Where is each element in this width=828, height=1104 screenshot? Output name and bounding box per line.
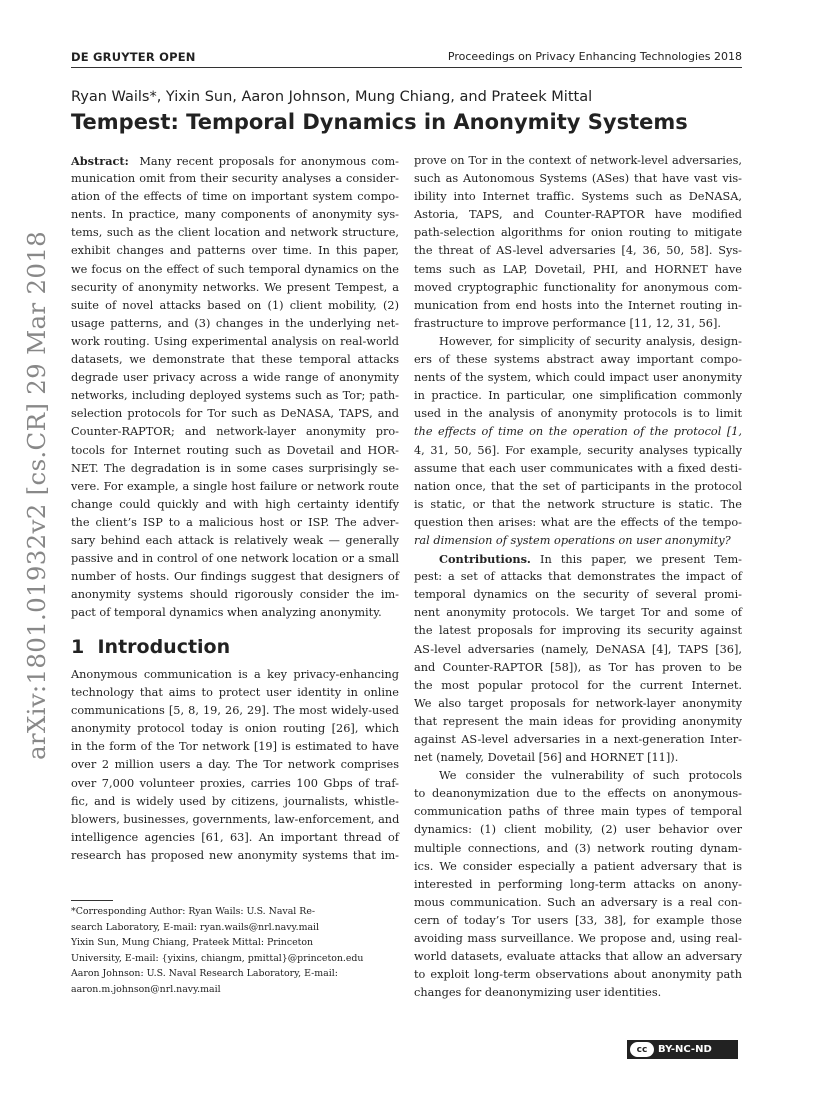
abstract-line: networks, including deployed systems such as Tor; path- <box>71 389 399 403</box>
body-line: question then arises: what are the effects of the tempo- <box>414 515 742 529</box>
footnote-line: University, E-mail: {yixins, chiangm, pmittal}@princeton.edu <box>71 952 364 964</box>
body-line: ics. We consider especially a patient adversary that is <box>414 859 742 873</box>
body-line: the effects of time on the operation of the protocol [1, <box>414 425 742 439</box>
abstract <box>71 152 399 622</box>
body-line: nation once, that the set of participants in the protocol <box>414 479 742 493</box>
abstract-line: selection protocols for Tor such as DeNASA, TAPS, and <box>71 407 399 421</box>
intro-line: over 7,000 volunteer proxies, carries 100 Gbps of traf- <box>71 776 399 790</box>
footnote-line: Aaron Johnson: U.S. Naval Research Laboratory, E-mail: <box>71 968 338 980</box>
body-line: ibility into Internet traffic. Systems such as DeNASA, <box>414 190 742 204</box>
contributions-line: Contributions. In this paper, we present Tem- <box>439 552 742 567</box>
body-line: and Counter-RAPTOR [58]), as Tor has proven to be <box>414 660 742 674</box>
body-line: mous communication. Such an adversary is a real con- <box>414 895 742 909</box>
body-line: avoiding mass surveillance. We propose and, using real- <box>414 932 742 946</box>
body-line: AS-level adversaries (namely, DeNASA [4], TAPS [36], <box>414 642 742 656</box>
body-line: world datasets, evaluate attacks that allow an adversary <box>414 950 742 964</box>
body-line: ers of these systems abstract away important compo- <box>414 353 742 367</box>
body-line: moved cryptographic functionality for anonymous com- <box>414 280 742 294</box>
intro-line: fic, and is widely used by citizens, journalists, whistle- <box>71 794 399 808</box>
body-line: multiple connections, and (3) network routing dynam- <box>414 841 742 855</box>
section-heading <box>71 636 230 658</box>
author-footnotes <box>71 904 401 998</box>
abstract-line: munication omit from their security analyses a consider- <box>71 172 399 186</box>
body-line: 4, 31, 50, 56]. For example, security analyses typically <box>414 443 742 457</box>
contributions-label: Contributions. <box>439 552 531 567</box>
publisher-name: DE GRUYTER OPEN <box>71 50 196 64</box>
body-line: communication paths of three main types of temporal <box>414 805 742 819</box>
body-line: is static, or that the network structure is static. The <box>414 497 742 511</box>
body-line: cern of today’s Tor users [33, 38], for example those <box>414 913 742 927</box>
intro-line: over 2 million users a day. The Tor network comprises <box>71 758 399 772</box>
license-badge[interactable] <box>627 1040 738 1059</box>
abstract-line: change could quickly and with high certainty identify <box>71 497 399 511</box>
abstract-line: datasets, we demonstrate that these temporal attacks <box>71 353 399 367</box>
intro-line: anonymity protocol today is onion routing [26], which <box>71 722 399 736</box>
abstract-label: Abstract: <box>71 154 129 168</box>
intro-line: communications [5, 8, 19, 26, 29]. The most widely-used <box>71 704 399 718</box>
abstract-line: passive and in control of one network location or a small <box>71 552 399 566</box>
intro-continued <box>414 152 742 1002</box>
intro-line: intelligence agencies [61, 63]. An important thread of <box>71 830 399 844</box>
section-number: 1 <box>71 636 85 658</box>
abstract-line: ation of the effects of time on important system compo- <box>71 190 399 204</box>
section-title: Introduction <box>97 636 231 658</box>
footnote-line: search Laboratory, E-mail: ryan.wails@nrl.navy.mail <box>71 921 320 933</box>
intro-line: technology that aims to protect user identity in online <box>71 686 399 700</box>
abstract-line: tems, such as the client location and network structure, <box>71 226 399 240</box>
abstract-line: tocols for Internet routing such as Dovetail and HOR- <box>71 443 399 457</box>
body-line: against AS-level adversaries in a next-generation Inter- <box>414 733 742 746</box>
abstract-line: security of anonymity networks. We present Tempest, a <box>71 280 399 294</box>
body-line: path-selection algorithms for onion routing to mitigate <box>414 226 742 240</box>
body-line: pest: a set of attacks that demonstrates the impact of <box>414 570 742 584</box>
body-line: Astoria, TAPS, and Counter-RAPTOR have modified <box>414 208 742 222</box>
body-line: dynamics: (1) client mobility, (2) user behavior over <box>414 823 742 837</box>
body-line: net (namely, Dovetail [56] and HORNET [11]). <box>414 751 679 765</box>
abstract-line: we focus on the effect of such temporal dynamics on the <box>71 262 399 276</box>
body-line: such as Autonomous Systems (ASes) that have vast vis- <box>414 172 742 186</box>
abstract-line: the client’s ISP to a malicious host or ISP. The adver- <box>71 515 399 529</box>
intro-line: in the form of the Tor network [19] is estimated to have <box>71 740 399 754</box>
footnote-divider <box>71 900 113 901</box>
intro-line: blowers, businesses, governments, law-enforcement, and <box>71 812 400 826</box>
intro-line: Anonymous communication is a key privacy-enhancing <box>71 668 399 681</box>
footnote-line: *Corresponding Author: Ryan Wails: U.S. Naval Re- <box>71 906 316 917</box>
abstract-line: pact of temporal dynamics when analyzing anonymity. <box>71 606 382 620</box>
abstract-line: Counter-RAPTOR; and network-layer anonymity pro- <box>71 425 399 439</box>
body-line: to exploit long-term observations about anonymity path <box>414 968 742 982</box>
arxiv-stamp: arXiv:1801.01932v2 [cs.CR] 29 Mar 2018 <box>22 230 51 760</box>
body-line: nent anonymity protocols. We target Tor and some of <box>414 606 742 620</box>
paper-title: Tempest: Temporal Dynamics in Anonymity Systems <box>71 110 688 134</box>
body-line: that represent the main ideas for providing anonymity <box>414 714 742 728</box>
intro-line: research has proposed new anonymity systems that im- <box>71 848 399 862</box>
abstract-line: nents. In practice, many components of anonymity sys- <box>71 208 399 222</box>
header-divider <box>71 67 742 68</box>
abstract-line: anonymity systems should rigorously consider the im- <box>71 588 399 602</box>
footnote-line: aaron.m.johnson@nrl.navy.mail <box>71 983 221 995</box>
abstract-line: suite of novel attacks based on (1) client mobility, (2) <box>71 298 399 312</box>
body-line: We also target proposals for network-layer anonymity <box>414 696 742 710</box>
body-line: the threat of AS-level adversaries [4, 36, 50, 58]. Sys- <box>414 244 742 258</box>
abstract-line-0: Abstract: Many recent proposals for anonymous com- <box>71 154 399 168</box>
intro-paragraph <box>71 666 399 865</box>
body-line: in practice. In particular, one simplification commonly <box>414 389 742 403</box>
body-line: interested in performing long-term attacks on anony- <box>414 877 742 891</box>
abstract-line: number of hosts. Our findings suggest that designers of <box>71 570 399 584</box>
abstract-line: degrade user privacy across a wide range of anonymity <box>71 371 399 385</box>
body-line: to deanonymization due to the effects on anonymous- <box>414 787 742 801</box>
abstract-line: sary behind each attack is relatively weak — generally <box>71 533 399 547</box>
body-line: changes for deanonymizing user identities. <box>414 986 662 1000</box>
body-line: nents of the system, which could impact user anonymity <box>414 371 742 385</box>
body-line: We consider the vulnerability of such protocols <box>439 769 742 783</box>
creative-commons-icon: cc <box>630 1042 654 1057</box>
abstract-line: vere. For example, a single host failure or network route <box>71 479 399 493</box>
body-line: tems such as LAP, Dovetail, PHI, and HORNET have <box>414 262 742 276</box>
body-line: used in the analysis of anonymity protocols is to limit <box>414 407 742 421</box>
journal-name: Proceedings on Privacy Enhancing Technologies 2018 <box>447 50 742 63</box>
body-line: assume that each user communicates with a fixed desti- <box>414 461 742 475</box>
abstract-line: usage patterns, and (3) changes in the underlying net- <box>71 316 399 330</box>
body-line: the most popular protocol for the current Internet. <box>414 678 742 692</box>
abstract-line: NET. The degradation is in some cases surprisingly se- <box>71 461 399 475</box>
body-line: frastructure to improve performance [11, 12, 31, 56]. <box>414 316 721 330</box>
author-list: Ryan Wails*, Yixin Sun, Aaron Johnson, Mung Chiang, and Prateek Mittal <box>71 89 593 105</box>
body-line: temporal dynamics on the security of several promi- <box>414 588 742 602</box>
body-line: ral dimension of system operations on user anonymity? <box>414 533 731 547</box>
footnote-line: Yixin Sun, Mung Chiang, Prateek Mittal: Princeton <box>71 937 314 949</box>
abstract-line: work routing. Using experimental analysis on real-world <box>71 334 399 348</box>
abstract-line: exhibit changes and patterns over time. In this paper, <box>71 244 399 258</box>
body-line: prove on Tor in the context of network-level adversaries, <box>414 154 742 167</box>
body-line: munication from end hosts into the Internet routing in- <box>414 298 742 312</box>
body-line: the latest proposals for improving its security against <box>414 624 742 638</box>
license-label: BY-NC-ND <box>658 1044 712 1055</box>
body-line: However, for simplicity of security analysis, design- <box>439 334 742 348</box>
